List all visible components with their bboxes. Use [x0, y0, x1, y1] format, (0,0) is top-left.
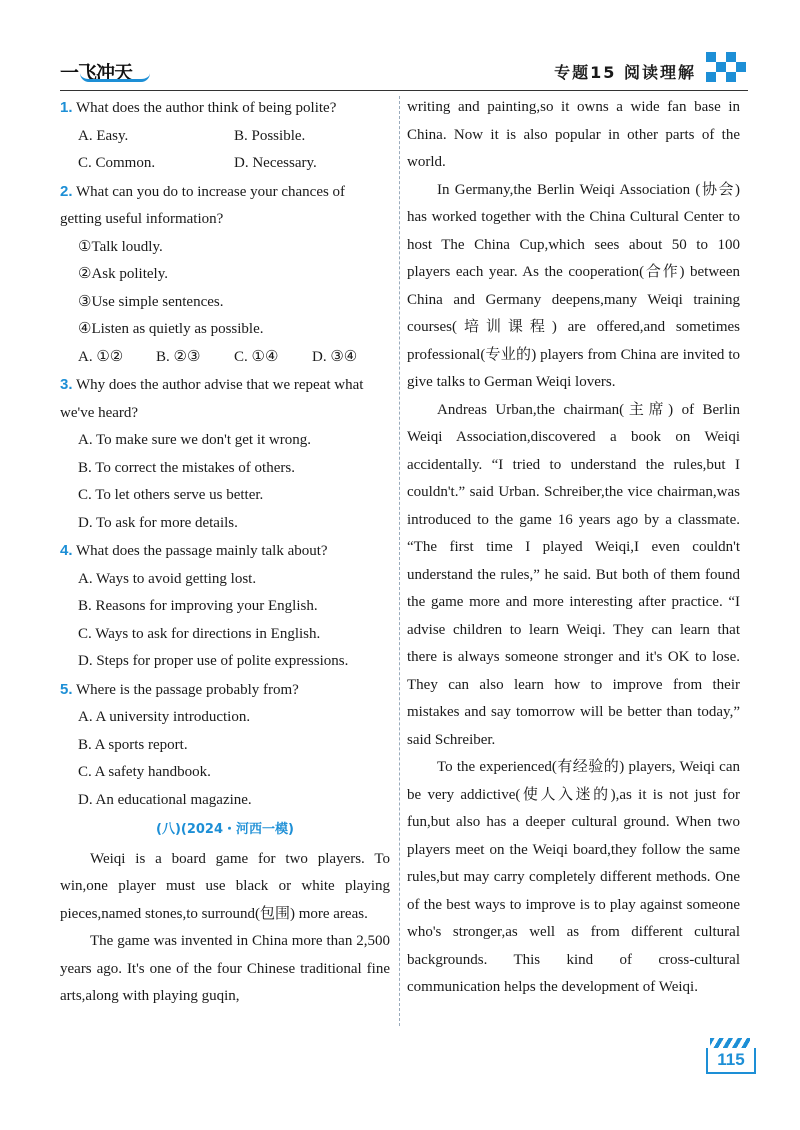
- option: B. ②③: [156, 348, 201, 365]
- passage-paragraph: Andreas Urban,the chairman(主席) of Berlin Weiqi Association,discovered a book on Weiqi accidentally. “I tried to understand the rules,but I couldn't.” said Urban. Schreiber,the vice chairman,was introduced to the game 16 years ago by a classmate. “The first time I played Weiqi,I even couldn't understand the rules,” he said. But both of them found the game more and more interesting after practice. “I advise children to learn Weiqi. They can learn that there is always someone stronger and it's OK to lose. They can also learn how to improve from their mistakes and say tomorrow will be better than today,” said Schreiber.: [407, 401, 740, 748]
- option: C. A safety handbook.: [78, 764, 211, 780]
- question-5: [60, 676, 390, 815]
- option: C. Ways to ask for directions in English.: [78, 625, 321, 642]
- statement-item: ④Listen as quietly as possible.: [78, 321, 264, 337]
- left-column: [60, 94, 390, 1011]
- option: D. Necessary.: [234, 155, 317, 171]
- question-4: [60, 537, 390, 676]
- statement-item: ①Talk loudly.: [78, 238, 163, 255]
- option: C. ①④: [234, 348, 279, 365]
- question-stem: What can you do to increase your chances of getting useful information?: [60, 183, 346, 227]
- statement-item: ②Ask politely.: [78, 266, 168, 282]
- question-number: 1.: [60, 99, 73, 116]
- passage-paragraph: To the experienced(有经验的) players, Weiqi can be very addictive(使人入迷的),as it is not just for fun,but also has a deeper cultural ground. When two players meet on the Weiqi board,they follow the same rules,but may carry completely different methods. One of the best ways to improve is to play against someone who's stronger,as well as from different cultural backgrounds. This kind of cross-cultural communication helps the development of Weiqi.: [407, 759, 740, 995]
- page-number-badge: [706, 1038, 752, 1076]
- page-number: 115: [706, 1048, 756, 1074]
- passage-source-heading: (八)(2024・河西一模): [156, 822, 294, 837]
- passage-paragraph: The game was invented in China more than 2,500 years ago. It's one of the four Chinese traditional fine arts,along with playing guqin,: [60, 933, 390, 1004]
- stripes-icon: [710, 1038, 750, 1048]
- question-number: 2.: [60, 182, 73, 200]
- option: D. Steps for proper use of polite expressions.: [78, 653, 349, 669]
- question-stem: Where is the passage probably from?: [76, 681, 299, 698]
- question-1: [60, 94, 390, 178]
- checker-icon: [706, 52, 748, 84]
- question-stem: What does the author think of being polite?: [76, 100, 337, 116]
- column-divider: [399, 96, 400, 1026]
- question-stem: What does the passage mainly talk about?: [76, 543, 328, 559]
- option: A. A university introduction.: [78, 709, 251, 725]
- option: B. Reasons for improving your English.: [78, 598, 318, 614]
- brand-logo: [60, 58, 132, 85]
- option: D. ③④: [312, 348, 358, 365]
- header-rule: [60, 90, 748, 91]
- question-3: [60, 371, 390, 537]
- option: A. Ways to avoid getting lost.: [78, 570, 257, 587]
- question-number: 3.: [60, 376, 73, 393]
- right-column: [407, 94, 740, 1002]
- option: A. To make sure we don't get it wrong.: [78, 432, 311, 448]
- statement-item: ③Use simple sentences.: [78, 293, 224, 310]
- question-stem: Why does the author advise that we repeat what we've heard?: [60, 377, 364, 421]
- option: B. To correct the mistakes of others.: [78, 459, 295, 476]
- question-number: 5.: [60, 680, 73, 698]
- brand-text: 一飞冲天: [60, 62, 133, 84]
- option: A. ①②: [78, 348, 124, 365]
- option: D. An educational magazine.: [78, 791, 252, 808]
- question-number: 4.: [60, 542, 73, 559]
- brand-swoosh-icon: [80, 73, 150, 82]
- option: A. Easy.: [78, 127, 129, 144]
- option: C. Common.: [78, 155, 156, 171]
- page-header: [60, 58, 748, 86]
- option: B. Possible.: [234, 127, 306, 144]
- option: B. A sports report.: [78, 736, 188, 753]
- passage-paragraph: writing and painting,so it owns a wide fan base in China. Now it is also popular in other parts of the world.: [407, 99, 740, 170]
- topic-title: 专题15 阅读理解: [554, 63, 696, 82]
- option: D. To ask for more details.: [78, 514, 238, 531]
- option: C. To let others serve us better.: [78, 487, 264, 503]
- passage-paragraph: In Germany,the Berlin Weiqi Association (协会) has worked together with the China Cultural Center to host The China Cup,which sees about 50 to 100 players each year. As the cooperation(合作) between China and Germany deepens,many Weiqi training courses(培训课程) are offered,and sometimes professional(专业的) players from China are invited to give talks to German Weiqi lovers.: [407, 181, 740, 390]
- passage-paragraph: Weiqi is a board game for two players. To win,one player must use black or white playing pieces,named stones,to surround(包围) more areas.: [60, 850, 390, 922]
- question-2: [60, 178, 390, 372]
